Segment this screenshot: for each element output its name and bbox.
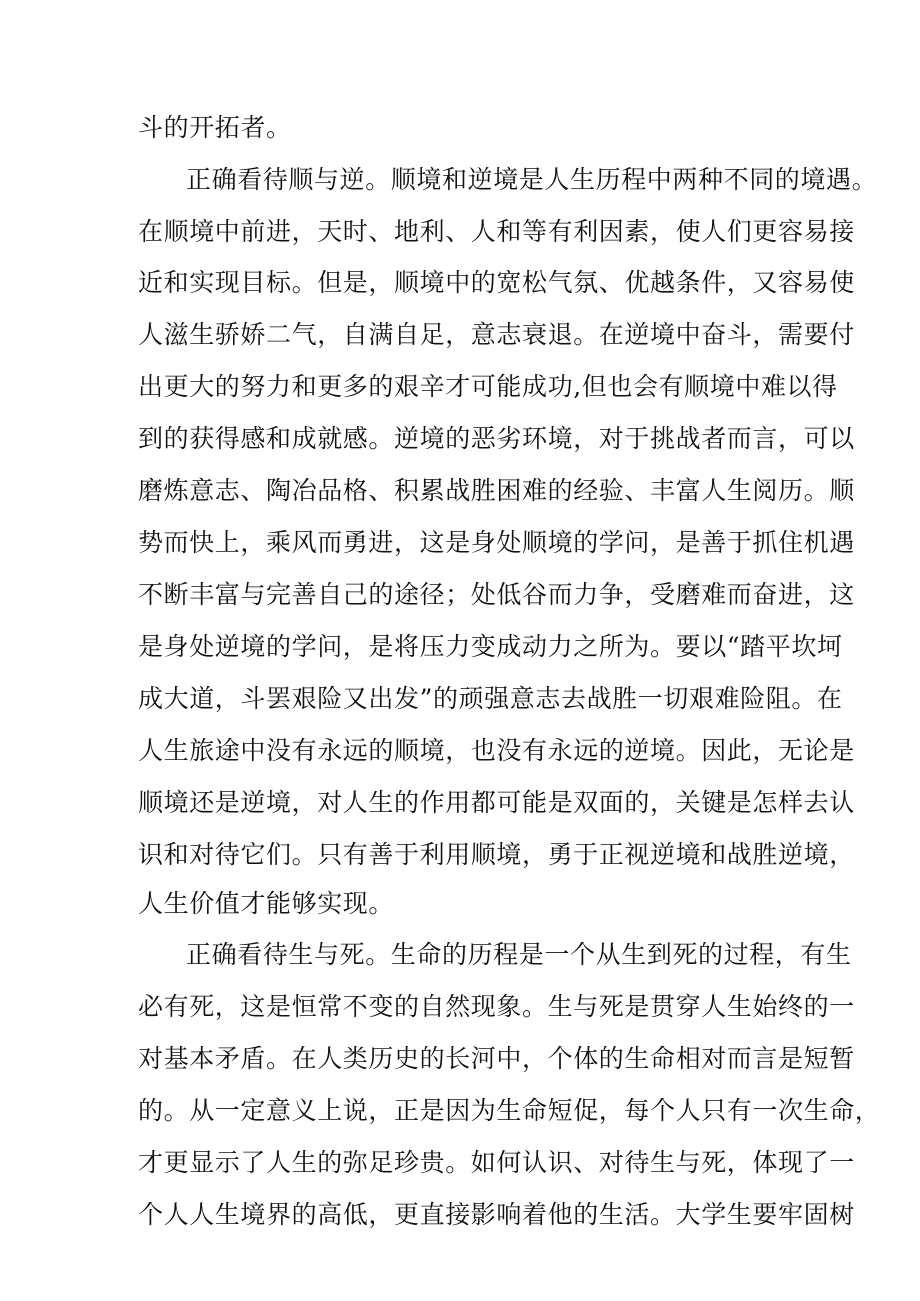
text-line: 势而快上，乘风而勇进，这是身处顺境的学问，是善于抓住机遇 [138,528,855,557]
text-line: 的。从一定意义上说，正是因为生命短促，每个人只有一次生命， [138,1096,881,1125]
text-line: 近和实现目标。但是，顺境中的宽松气氛、优越条件，又容易使 [138,268,855,297]
text-line: 成大道，斗罢艰险又出发”的顽强意志去战胜一切艰难险阻。在 [138,684,843,713]
text-line: 到的获得感和成就感。逆境的恶劣环境，对于挑战者而言，可以 [138,424,855,453]
text-line: 必有死，这是恒常不变的自然现象。生与死是贯穿人生始终的一 [138,992,855,1021]
text-line: 人生价值才能够实现。 [138,889,395,918]
text-line: 磨炼意志、陶冶品格、积累战胜困难的经验、丰富人生阅历。顺 [138,476,855,505]
paragraph-start-line: 正确看待生与死。生命的历程是一个从生到死的过程，有生 [186,940,852,969]
text-line: 不断丰富与完善自己的途径；处低谷而力争，受磨难而奋进，这 [138,580,855,609]
text-line: 出更大的努力和更多的艰辛才可能成功,但也会有顺境中难以得 [138,372,838,401]
text-line: 识和对待它们。只有善于利用顺境，勇于正视逆境和战胜逆境， [138,840,855,869]
text-line: 顺境还是逆境，对人生的作用都可能是双面的，关键是怎样去认 [138,788,855,817]
text-line: 是身处逆境的学问，是将压力变成动力之所为。要以“踏平坎坷 [138,632,843,661]
text-line: 才更显示了人生的弥足珍贵。如何认识、对待生与死，体现了一 [138,1148,855,1177]
text-line: 对基本矛盾。在人类历史的长河中，个体的生命相对而言是短暂 [138,1044,855,1073]
paragraph-start-line: 正确看待顺与逆。顺境和逆境是人生历程中两种不同的境遇。 [186,165,878,194]
text-line: 在顺境中前进，天时、地利、人和等有利因素，使人们更容易接 [138,217,855,246]
text-line: 斗的开拓者。 [138,113,292,142]
text-line: 人生旅途中没有永远的顺境，也没有永远的逆境。因此，无论是 [138,736,855,765]
text-line: 人滋生骄娇二气，自满自足，意志衰退。在逆境中奋斗，需要付 [138,320,855,349]
text-line: 个人人生境界的高低，更直接影响着他的生活。大学生要牢固树 [138,1200,855,1229]
